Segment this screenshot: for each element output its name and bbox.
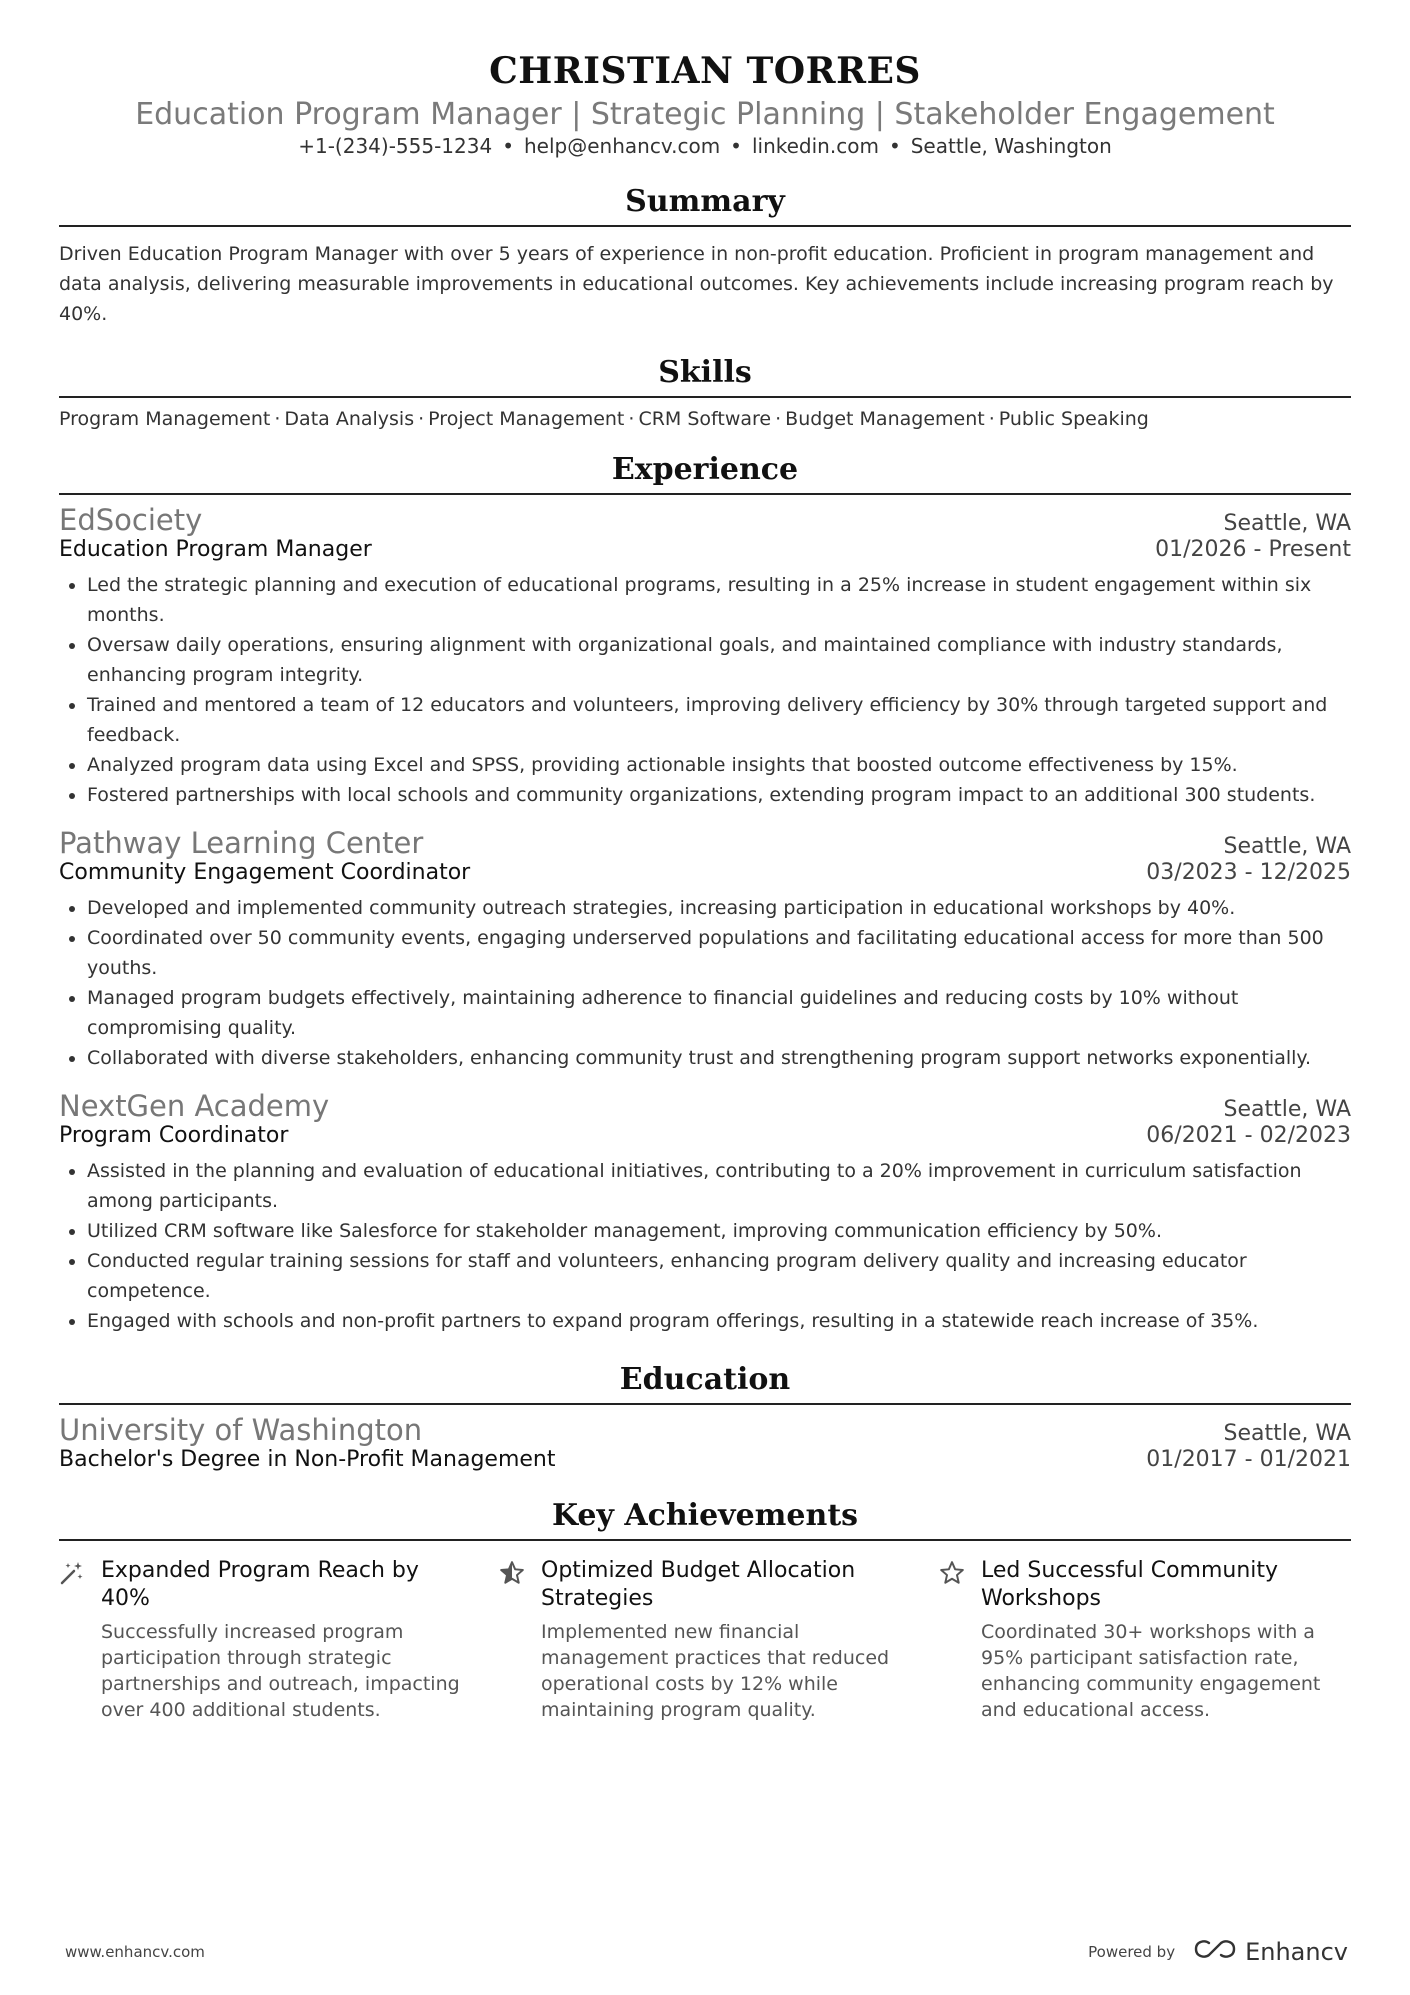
school-name: University of Washington (59, 1413, 423, 1447)
bullet-item: • Oversaw daily operations, ensuring alignment with organizational goals, and maintained compliance with industry standards, enhancing program integrity. (87, 630, 1351, 690)
section-title-skills: Skills (59, 355, 1351, 398)
skill-item: Project Management (428, 408, 625, 430)
skills-list (59, 408, 1351, 430)
footer-branding (1088, 1938, 1348, 1966)
bullet-item: • Assisted in the planning and evaluation of educational initiatives, contributing to a 20% improvement in curriculum satisfaction among participants. (87, 1156, 1351, 1216)
phone[interactable]: +1-(234)-555-1234 (298, 134, 493, 158)
linkedin[interactable]: linkedin.com (751, 134, 879, 158)
job-entry (59, 1089, 1351, 1336)
enhancv-logo[interactable] (1193, 1938, 1348, 1966)
achievement-item (499, 1557, 911, 1723)
job-bullets (59, 893, 1351, 1073)
achievement-description: Successfully increased program participation through strategic partnerships and outreach, impacting over 400 additional students. (101, 1621, 460, 1721)
skills-section (59, 355, 1351, 430)
job-location: Seattle, WA (1223, 834, 1351, 859)
achievements-grid (59, 1557, 1351, 1723)
degree: Bachelor's Degree in Non-Profit Management (59, 1447, 556, 1472)
job-entry (59, 503, 1351, 810)
footer-url[interactable]: www.enhancv.com (65, 1943, 205, 1961)
bullet-item: • Fostered partnerships with local schools and community organizations, extending program impact to an additional 300 students. (87, 780, 1351, 810)
education-dates: 01/2017 - 01/2021 (1146, 1447, 1351, 1472)
star-icon (939, 1557, 967, 1723)
job-location: Seattle, WA (1223, 511, 1351, 536)
skill-item: Budget Management (785, 408, 985, 430)
education-section (59, 1362, 1351, 1472)
bullet-item: • Engaged with schools and non-profit partners to expand program offerings, resulting in a statewide reach increase of 35%. (87, 1306, 1351, 1336)
section-title-education: Education (59, 1362, 1351, 1405)
bullet-item: • Managed program budgets effectively, maintaining adherence to financial guidelines and reducing costs by 10% without compromising quality. (87, 983, 1351, 1043)
education-entry (59, 1413, 1351, 1472)
school-location: Seattle, WA (1223, 1421, 1351, 1446)
job-location: Seattle, WA (1223, 1097, 1351, 1122)
job-bullets (59, 570, 1351, 810)
section-title-experience: Experience (59, 452, 1351, 495)
bullet-item: • Developed and implemented community outreach strategies, increasing participation in educational workshops by 40%. (87, 893, 1351, 923)
achievement-description: Coordinated 30+ workshops with a 95% participant satisfaction rate, enhancing community engagement and educational access. (981, 1621, 1321, 1721)
bullet-item: • Led the strategic planning and execution of educational programs, resulting in a 25% increase in student engagement within six months. (87, 570, 1351, 630)
job-dates: 01/2026 - Present (1155, 537, 1351, 562)
company-name: NextGen Academy (59, 1089, 330, 1123)
job-dates: 03/2023 - 12/2025 (1146, 860, 1351, 885)
contact-separator: • (730, 134, 742, 158)
wand-icon (59, 1557, 87, 1723)
skill-separator: · (418, 408, 425, 430)
location: Seattle, Washington (910, 134, 1112, 158)
job-dates: 06/2021 - 02/2023 (1146, 1123, 1351, 1148)
achievement-title: Optimized Budget Allocation Strategies (541, 1558, 856, 1611)
footer (65, 1938, 1348, 1966)
job-bullets (59, 1156, 1351, 1336)
experience-section (59, 452, 1351, 1336)
section-title-summary: Summary (59, 184, 1351, 227)
achievement-item (939, 1557, 1351, 1723)
skill-item: Program Management (59, 408, 271, 430)
headline: Education Program Manager | Strategic Planning | Stakeholder Engagement (135, 97, 1275, 132)
contact-line (59, 134, 1351, 158)
skill-separator: · (274, 408, 281, 430)
star-half-icon (499, 1557, 527, 1723)
contact-separator: • (888, 134, 901, 158)
contact-separator: • (502, 134, 514, 158)
section-title-achievements: Key Achievements (59, 1498, 1351, 1541)
enhancv-logo-icon (1193, 1938, 1237, 1966)
job-title: Education Program Manager (59, 537, 372, 562)
bullet-item: • Coordinated over 50 community events, engaging underserved populations and facilitating educational access for more than 500 youths. (87, 923, 1351, 983)
bullet-item: • Trained and mentored a team of 12 educators and volunteers, improving delivery efficiency by 30% through targeted support and feedback. (87, 690, 1351, 750)
company-name: Pathway Learning Center (59, 826, 424, 860)
candidate-name: CHRISTIAN TORRES (489, 50, 921, 92)
job-title: Community Engagement Coordinator (59, 860, 471, 885)
achievements-section (59, 1498, 1351, 1723)
bullet-item: • Conducted regular training sessions for staff and volunteers, enhancing program delivery quality and increasing educator competence. (87, 1246, 1351, 1306)
skill-item: CRM Software (638, 408, 772, 430)
skill-separator: · (775, 408, 782, 430)
job-entry (59, 826, 1351, 1073)
bullet-item: • Analyzed program data using Excel and SPSS, providing actionable insights that boosted outcome effectiveness by 15%. (87, 750, 1351, 780)
achievement-description: Implemented new financial management practices that reduced operational costs by 12% while maintaining program quality. (541, 1621, 890, 1721)
company-name: EdSociety (59, 503, 203, 537)
email[interactable]: help@enhancv.com (524, 134, 721, 158)
achievement-title: Expanded Program Reach by 40% (101, 1558, 419, 1611)
job-title: Program Coordinator (59, 1123, 289, 1148)
skill-item: Data Analysis (284, 408, 415, 430)
bullet-item: • Collaborated with diverse stakeholders, enhancing community trust and strengthening program support networks exponentially. (87, 1043, 1351, 1073)
achievement-title: Led Successful Community Workshops (981, 1558, 1279, 1611)
brand-name: Enhancv (1245, 1938, 1348, 1966)
bullet-item: • Utilized CRM software like Salesforce for stakeholder management, improving communication efficiency by 50%. (87, 1216, 1351, 1246)
summary-section (59, 184, 1351, 329)
achievement-item (59, 1557, 471, 1723)
summary-text: Driven Education Program Manager with over 5 years of experience in non-profit education. Proficient in program management and data analysis, delivering measurable improvements in educational outcomes. Key achievements include increasing program reach by 40%. (59, 243, 1334, 325)
skill-separator: · (988, 408, 995, 430)
skill-item: Public Speaking (998, 408, 1149, 430)
skill-separator: · (628, 408, 635, 430)
powered-by-label: Powered by (1088, 1943, 1176, 1961)
